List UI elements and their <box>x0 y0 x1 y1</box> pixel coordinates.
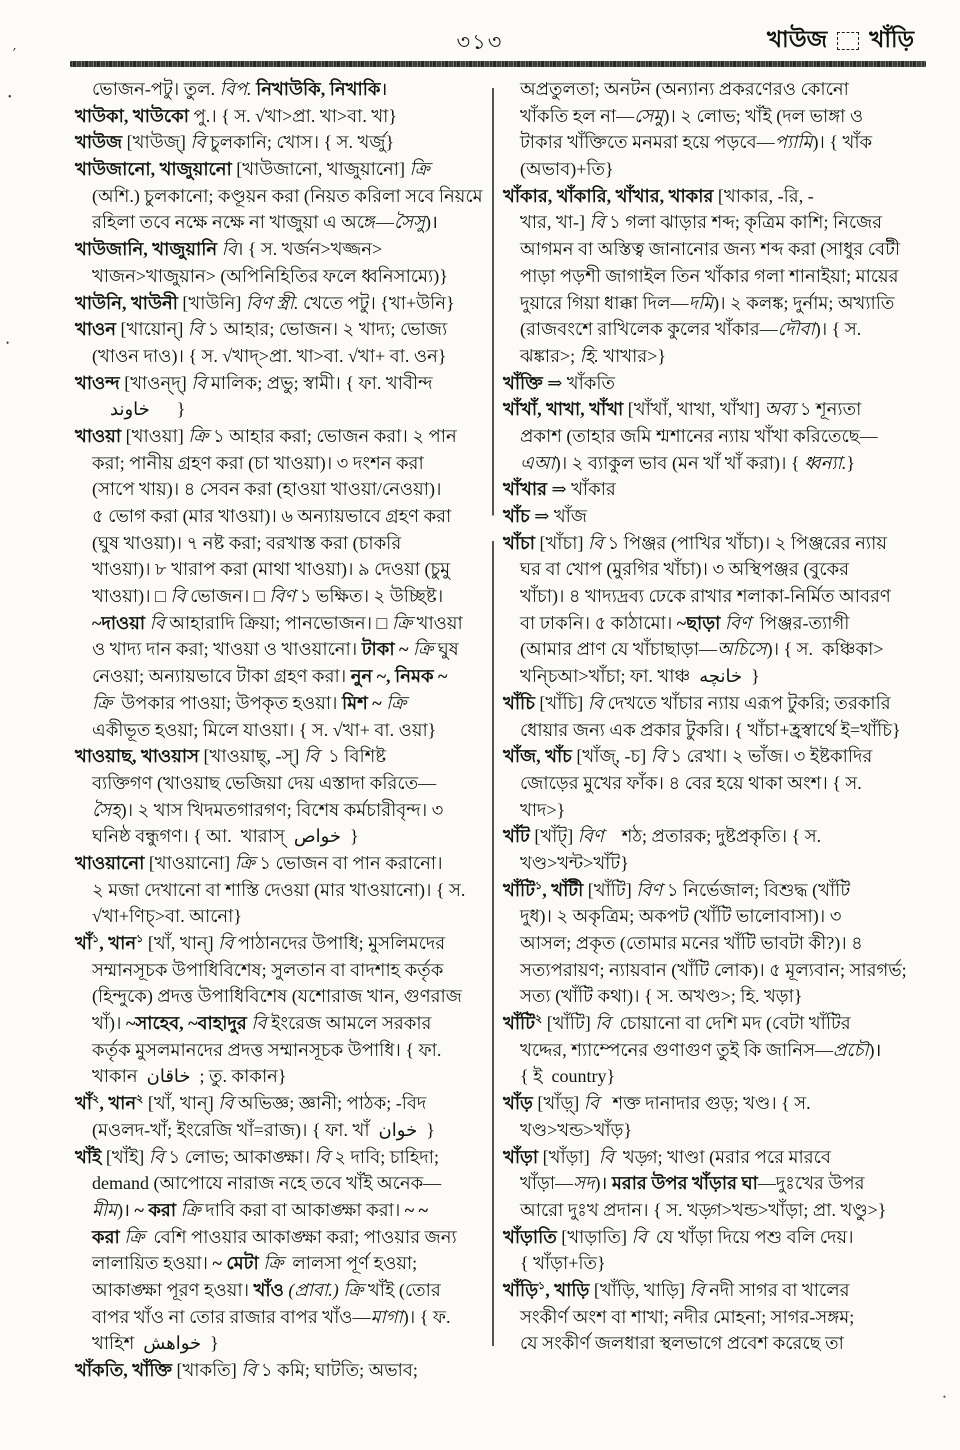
dictionary-line: খদ্দের, শ্যাম্পেনের গুণাগুণ তুই কি জানিস—প্রচৌ)। <box>520 1039 882 1060</box>
dictionary-line: অপ্রতুলতা; অনটন (অন্যান্য প্রকরণেরও কোনো <box>520 79 849 99</box>
dictionary-line: খাউকা, খাউকো পু.। { স. √খা>প্রা. খা>বা. খা} <box>75 105 398 126</box>
dictionary-line: খাঁট [খাঁট্] বিণ শঠ; প্রতারক; দুষ্টপ্রকৃতি। { স. <box>503 826 822 847</box>
dictionary-line: খাউজানো, খাজুয়ানো [খাউজানো, খাজুয়ানো] ক্রি <box>75 159 430 180</box>
dictionary-line: আসল; প্রকৃত (তোমার মনের খাঁটি ভাবটা কী?)। ৪ <box>520 933 863 953</box>
left-column <box>75 76 491 1384</box>
range-separator-box-icon <box>837 32 859 50</box>
dictionary-line: ভোজন-পটু। তুল. বিপ. নিখাউকি, নিখাকি। <box>92 79 388 99</box>
dictionary-line: খাকান خاقان ; তু. কাকান} <box>92 1066 287 1087</box>
dictionary-line: একীভূত হওয়া; মিলে যাওয়া। { স. √খা+ বা. ওয়া} <box>92 719 437 740</box>
dictionary-line: খাউজানি, খাজুয়ানি বি। { স. খর্জন>খজ্জন> <box>75 239 383 260</box>
dictionary-line: খাঁখার ⇒ খাঁকার <box>503 479 616 500</box>
dictionary-line: খার, খা-] বি ১ গলা ঝাড়ার শব্দ; কৃত্রিম কাশি; নিজের <box>520 212 883 233</box>
dictionary-line: সত্যপরায়ণ; ন্যায়বান (খাঁটি লোক)। ৫ মূল্যবান; সারগর্ভ; <box>520 959 907 980</box>
page-number: ৩১৩ <box>456 30 504 54</box>
dictionary-line: সত্য (খাঁটি কথা)। { স. অখণ্ড>; হি. খড়া} <box>520 986 803 1007</box>
scan-speck: • <box>942 1392 946 1402</box>
dictionary-line: টাকার খাঁক্তিতে মনমরা হয়ে পড়বে—প্যামি)। { খাঁক <box>520 132 873 153</box>
dictionary-line: খাওন [খায়োন্] বি ১ আহার; ভোজন। ২ খাদ্য; ভোজ্য <box>75 319 448 340</box>
dictionary-line: খাওয়া)। □ বি ভোজন। □ বিণ ১ ভক্ষিত। ২ উচ্ছিষ্ট। <box>92 586 444 607</box>
dictionary-line: নেওয়া; অন্যায়ভাবে টাকা গ্রহণ করা। নুন ~, নিমক ~ <box>92 666 448 687</box>
dictionary-line: কর্তৃক মুসলমানদের প্রদত্ত সম্মানসূচক উপাধি। { ফা. <box>92 1039 442 1060</box>
dictionary-line: (আমার প্রাণ যে খাঁচাছাড়া—অচিসে)। { স. কঞ্চিকা> <box>520 639 884 660</box>
scan-speck: ′ <box>10 45 17 62</box>
dictionary-line: (ঘুষ খাওয়া)। ৭ নষ্ট করা; বরখাস্ত করা (চাকরি <box>92 532 402 553</box>
dictionary-line: লালায়িত হওয়া। ~ মেটা ক্রি লালসা পূর্ণ হওয়া; <box>92 1253 418 1274</box>
dictionary-line: ~দাওয়া বি আহারাদি ক্রিয়া; পানভোজন। □ ক্রি খাওয়া <box>92 612 463 633</box>
dictionary-line: আরো দুঃখ প্রদান। { স. খড়্গ>খন্ড>খাঁড়া; প্রা. খণ্ডু>} <box>520 1199 887 1220</box>
dictionary-line: এআ)। ২ ব্যাকুল ভাব (মন খাঁ খাঁ করা)। { ধ্বন্যা.} <box>520 452 855 473</box>
dictionary-line: খাঁক্তি ⇒ খাঁকতি <box>503 372 616 393</box>
dictionary-line: খণ্ড>খন্ট>খাঁট} <box>520 852 629 873</box>
dictionary-line: পাড়া পড়শী জাগাইল তিন খাঁকার গলা শানাইয়া; মায়ের <box>520 265 899 286</box>
dictionary-line: খাঁই [খাঁই] বি ১ লোভ; আকাঙ্ক্ষা। বি ২ দাবি; চাহিদা; <box>75 1146 439 1167</box>
dictionary-line: ক্রি উপকার পাওয়া; উপকৃত হওয়া। মিশ ~ ক্রি <box>92 692 407 713</box>
dictionary-line: খাজন>খাজুয়ান> (অপিনিহিতির ফলে ধ্বনিসাম্যে)} <box>92 265 448 286</box>
dictionary-line: খাঁড়াতি [খাড়াতি] বি যে খাঁড়া দিয়ে পশু বলি দেয়। <box>503 1226 854 1247</box>
dictionary-line: খাঁ$^২$, খান$^২$ [খাঁ, খান্] বি অভিজ্ঞ; জ্ঞানী; পাঠক; -বিদ <box>75 1093 427 1114</box>
dictionary-line: জোড়ের মুখের ফাঁক। ৪ বের হয়ে থাকা অংশ। { স. <box>520 772 862 793</box>
dictionary-line: মীম)। ~ করা ক্রি দাবি করা বা আকাঙ্ক্ষা করা। ~ ~ <box>92 1199 428 1220</box>
scan-speck: • <box>6 338 10 348</box>
dictionary-line: খাওয়া)। ৮ খারাপ করা (মাথা খাওয়া)। ৯ দেওয়া (চুমু <box>92 559 451 580</box>
dictionary-line: আকাঙ্ক্ষা পূরণ হওয়া। খাঁও (প্রাবা.) ক্রি খাঁই (তোর <box>92 1279 441 1300</box>
dictionary-line: খাঁটি$^১$, খাঁটী [খাঁটি] বিণ ১ নির্ভেজাল; বিশুদ্ধ (খাঁটি <box>503 879 851 900</box>
dictionary-line: খাওন্দ [খাওন্দ্] বি মালিক; প্রভু; স্বামী। { ফা. খাবীন্দ <box>75 372 433 393</box>
dictionary-line: খাঁচা [খাঁচা] বি ১ পিঞ্জর (পাখির খাঁচা)। ২ পিঞ্জরের ন্যায় <box>503 532 887 553</box>
column-divider <box>492 88 494 1346</box>
running-head <box>767 21 914 60</box>
dictionary-line: খাঁকতি হল না—সেমু)। ২ লোভ; খাঁই (দল ভাঙ্গা ও <box>520 105 864 126</box>
running-head-from: খাউজ <box>766 27 828 52</box>
dictionary-line: দুধ)। ২ অকৃত্রিম; অকপট (খাঁটি ভালোবাসা)। ৩ <box>520 906 842 927</box>
dictionary-line: করা ক্রি বেশি পাওয়ার আকাঙ্ক্ষা করা; পাওয়ার জন্য <box>92 1226 457 1247</box>
dictionary-line: (রাজবংশে রাখিলেক কুলের খাঁকার—দৌবা)। { স. <box>520 319 862 340</box>
dictionary-line: খাঁ$^১$, খান$^১$ [খাঁ, খান্] বি পাঠানদের উপাধি; মুসলিমদের <box>75 933 446 953</box>
dictionary-line: খাউনি, খাউনী [খাউনি] বিণ স্ত্রী. খেতে পটু। {খা+উনি} <box>75 292 455 313</box>
dictionary-line: সম্মানসূচক উপাধিবিশেষ; সুলতান বা বাদশাহ কর্তৃক <box>92 959 444 980</box>
dictionary-line: (অশি.) চুলকানো; কণ্ডূয়ন করা (নিয়ত করিলা সবে নিয়মে <box>92 185 483 206</box>
dictionary-line: ঘনিষ্ঠ বন্ধুগণ। { আ. খারাস্ خواص } <box>92 826 359 847</box>
dictionary-line: ব্যক্তিগণ (খাওয়াছ ভেজিয়া দেয় এস্তাদা করিতে— <box>92 772 437 793</box>
dictionary-line: { খাঁড়া+তি} <box>520 1253 606 1274</box>
dictionary-line: (খাওন দাও)। { স. √খাদ্>প্রা. খা>বা. √খা+ বা. ওন} <box>92 345 447 366</box>
dictionary-line: خاوند } <box>92 399 186 420</box>
dictionary-line: খাঁচি [খাঁচি] বি দেখতে খাঁচার ন্যায় এরূপ টুকরি; তরকারি <box>503 692 891 713</box>
dictionary-line: যে সংকীর্ণ জলধারা স্থলভাগে প্রবেশ করেছে তা <box>520 1333 844 1354</box>
dictionary-line: খাঁচ ⇒ খাঁজ <box>503 506 587 526</box>
running-head-to: খাঁড়ি <box>869 27 914 52</box>
dictionary-line: ঝঙ্কার>; হি. খাখার>} <box>520 345 667 366</box>
dictionary-line: { ই country} <box>520 1066 616 1087</box>
dictionary-line: খাঁচা)। ৪ খাদ্যদ্রব্য ঢেকে রাখার শলাকা-নির্মিত আবরণ <box>520 586 891 607</box>
scan-speck: • <box>8 92 12 103</box>
dictionary-line: খাউজ [খাউজ্] বি চুলকানি; খোস। { স. খর্জু} <box>75 132 395 153</box>
dictionary-line: সৈহ)। ২ খাস খিদমতগারগণ; বিশেষ কর্মচারীবৃন্দ। ৩ <box>92 799 444 820</box>
dictionary-line: ২ মজা দেখানো বা শাস্তি দেওয়া (মার খাওয়ানো)। { স. <box>92 879 466 900</box>
dictionary-line: খাওয়াছ, খাওয়াস [খাওয়াছ্, -স্] বি ১ বিশিষ্ট <box>75 746 387 767</box>
dictionary-line: ঘর বা খোপ (মুরগির খাঁচা)। ৩ অস্থিপঞ্জর (বুকের <box>520 559 850 580</box>
dictionary-line: √খা+ণিচ্>বা. আনো} <box>92 906 243 927</box>
dictionary-line: খাঁজ, খাঁচ [খাঁজ্, -চ] বি ১ রেখা। ২ ভাঁজ। ৩ ইষ্টকাদির <box>503 746 873 767</box>
dictionary-line: খাঁড়া—সদ)। মরার উপর খাঁড়ার ঘা—দুঃখের উপর <box>520 1173 865 1194</box>
dictionary-line: খাঁ)। ~সাহেব, ~বাহাদুর বি ইংরেজ আমলে সরকার <box>92 1013 432 1034</box>
dictionary-line: খাঁখাঁ, খাখা, খাঁখা [খাঁখাঁ, খাখা, খাঁখা] অব্য ১ শূন্যতা <box>503 399 862 420</box>
dictionary-line: বা ঢাকনি। ৫ কাঠামো। ~ছাড়া বিণ পিঞ্জর-ত্যাগী <box>520 612 850 633</box>
dictionary-line: ধোয়ার জন্য এক প্রকার টুকরি। { খাঁচা+হ্রস্বার্থে ই=খাঁচি} <box>520 719 901 740</box>
dictionary-line: (অভাব)+তি} <box>520 159 614 180</box>
dictionary-line: খাদ>} <box>520 799 566 820</box>
dictionary-line: (সাপে খায়)। ৪ সেবন করা (হাওয়া খাওয়া/নেওয়া)। <box>92 479 442 500</box>
dictionary-line: খণ্ড>খন্ড>খাঁড়} <box>520 1119 633 1140</box>
dictionary-line: demand (আপোযে নারাজ নহে তবে খাঁই অনেক— <box>92 1173 442 1194</box>
dictionary-line: খাঁকতি, খাঁক্তি [খাকতি] বি ১ কমি; ঘাটতি; অভাব; <box>75 1360 418 1380</box>
dictionary-line: (মওলদ-খাঁ; ইংরেজি খাঁ=রাজ)। { ফা. খাঁ خوان } <box>92 1119 435 1140</box>
dictionary-line: প্রকাশ (তাহার জমি শ্মশানের ন্যায় খাঁখা করিতেছে— <box>520 425 878 446</box>
dictionary-line: বাপর খাঁও না তোর রাজার বাপর খাঁও—মাগা)। { ফ. <box>92 1306 451 1327</box>
dictionary-line: রহিলা তবে নক্ষে নক্ষে না খাজুয়া এ অঙ্গে—সৈসু)। <box>92 212 438 233</box>
dictionary-line: ও খাদ্য দান করা; খাওয়া ও খাওয়ানো। টাকা ~ ক্রি ঘুষ <box>92 639 459 660</box>
dictionary-line: সংকীর্ণ অংশ বা শাখা; নদীর মোহনা; সাগর-সঙ্গম; <box>520 1306 855 1327</box>
dictionary-line: দুয়ারে গিয়া ধাক্কা দিল—দমি)। ২ কলঙ্ক; দুর্নাম; অখ্যাতি <box>520 292 895 313</box>
dictionary-line: খাওয়া [খাওয়া] ক্রি ১ আহার করা; ভোজন করা। ২ পান <box>75 425 457 446</box>
dictionary-line: খাঁটি$^২$ [খাঁটি] বি চোয়ানো বা দেশি মদ (বেটা খাঁটির <box>503 1013 851 1034</box>
dictionary-line: (হিন্দুকে) প্রদত্ত উপাধিবিশেষ (যশোরাজ খান, গুণরাজ <box>92 986 462 1007</box>
right-column <box>503 76 920 1357</box>
dictionary-line: খাঁড়া [খাঁড়া] বি খড়্গ; খাণ্ডা (মরার পরে মারবে <box>503 1146 831 1167</box>
dictionary-line: আগমন বা অস্তিত্ব জানানোর জন্য শব্দ করা (সাধুর বেটী <box>520 239 901 260</box>
dictionary-line: খন্চিআ>খাঁচা; ফা. খাঞ্চ خانچه } <box>520 666 760 687</box>
dictionary-line: খাঁড় [খাঁড়্] বি শক্ত দানাদার গুড়; খণ্ড। { স. <box>503 1093 811 1114</box>
dictionary-line: খাঁড়ি$^১$, খাড়ি [খাঁড়ি, খাড়ি] বি নদী সাগর বা খালের <box>503 1279 850 1300</box>
dictionary-line: ৫ ভোগ করা (মার খাওয়া)। ৬ অন্যায়ভাবে গ্রহণ করা <box>92 506 452 526</box>
dictionary-line: খাঁকার, খাঁকারি, খাঁখার, খাকার [খাকার, -রি, - <box>503 185 814 206</box>
dictionary-line: করা; পানীয় গ্রহণ করা (চা খাওয়া)। ৩ দংশন করা <box>92 452 424 473</box>
dictionary-line: খাওয়ানো [খাওয়ানো] ক্রি ১ ভোজন বা পান করানো। <box>75 852 443 873</box>
header-rule <box>70 61 926 67</box>
dictionary-line: খাহিশ خواهش } <box>92 1333 219 1354</box>
